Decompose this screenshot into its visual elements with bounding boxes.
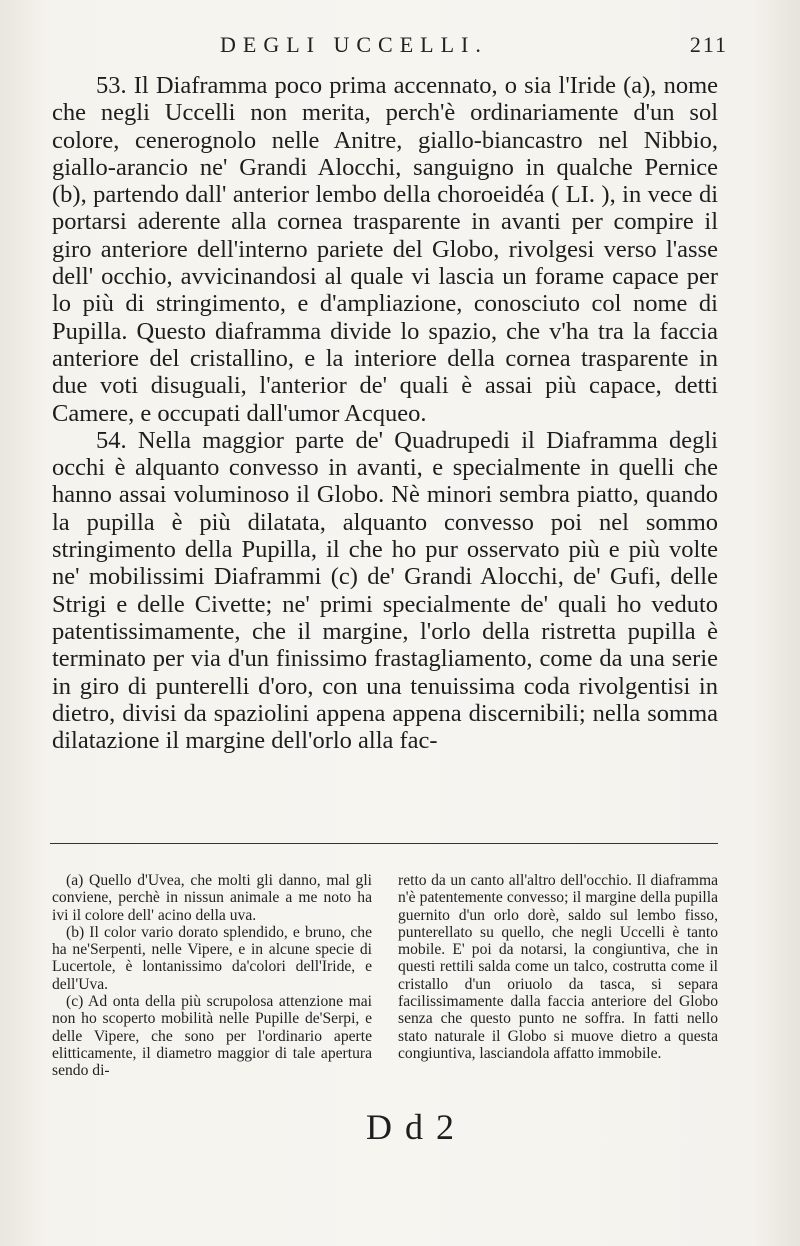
paragraph-53: 53. Il Diaframma poco prima accennato, o sia l'Iride (a), nome che negli Uccelli non merita, perch'è ordinariamente d'un sol colore, cenerognolo nelle Anitre, giallo-biancastro nel Nibbio, giallo-arancio ne' Grandi Alocchi, sanguigno in qualche Pernice (b), partendo dall' anterior lembo della choroeidéa ( LI. ), in vece di portarsi aderente alla cornea trasparente in avanti per compire il giro anteriore dell'interno pariete del Globo, rivolgesi verso l'asse dell' occhio, avvicinandosi al quale vi lascia un forame capace per lo più di stringimento, e d'ampliazione, conosciuto col nome di Pupilla. Questo diaframma divide lo spazio, che v'ha tra la faccia anteriore del cristallino, e la interiore della cornea trasparente in due voti disuguali, l'anterior de' quali è assai più capace, detti Camere, e occupati dall'umor Acqueo. [52, 72, 718, 427]
footnote-b: (b) Il color vario dorato splendido, e bruno, che ha ne'Serpenti, nelle Vipere, e in alcune specie di Lucertole, è lontanissimo da'colori dell'Iride, e dell'Uva. [52, 923, 372, 993]
footnote-column-left [52, 872, 372, 1080]
footnote-a: (a) Quello d'Uvea, che molti gli danno, mal gli conviene, perchè in nissun animale a me noto ha ivi il colore dell' acino della uva. [52, 872, 372, 924]
signature-mark: D d 2 [366, 1107, 456, 1147]
paragraph-54: 54. Nella maggior parte de' Quadrupedi il Diaframma degli occhi è alquanto convesso in avanti, e specialmente in quelli che hanno assai voluminoso il Globo. Nè minori sembra piatto, quando la pupilla è più dilatata, alquanto convesso poi nel sommo stringimento della Pupilla, il che ho pur osservato più e più volte ne' mobilissimi Diaframmi (c) de' Grandi Alocchi, de' Gufi, delle Strigi e delle Civette; ne' primi specialmente de' quali ho veduto patentissimamente, che il margine, l'orlo della ristretta pupilla è terminato per via d'un finissimo frastagliamento, come da una serie in giro di punterelli d'oro, con una tenuissima coda rivolgentisi in dietro, divisi da spaziolini appena appena discernibili; nella somma dilatazione il margine dell'orlo alla fac- [52, 426, 718, 755]
footnote-rule [50, 843, 718, 844]
footnote-c-continued: retto da un canto all'altro dell'occhio. Il diaframma n'è patentemente convesso; il margine della pupilla guernito d'un orlo dorè, saldo sul lembo fisso, punterellato su quello, che negli Uccelli è tanto mobile. E' poi da notarsi, la congiuntiva, che in questi rettili salda come un talco, costrutta come il cristallo d'un oriuolo da tasca, si separa facilissimamente dalla faccia anteriore del Globo senza che questo punto ne soffra. In fatti nello stato naturale il Globo si muove dietro a questa congiuntiva, lasciandola affatto immobile. [398, 872, 718, 1062]
page-header [50, 32, 728, 62]
running-head: DEGLI UCCELLI. [220, 32, 488, 57]
footnote-column-right [398, 872, 718, 1062]
page-number: 211 [689, 32, 728, 57]
footnotes [52, 872, 718, 1112]
footnote-c: (c) Ad onta della più scrupolosa attenzione mai non ho scoperto mobilità nelle Pupille de'Serpi, e delle Vipere, che sono per l'ordinario aperte elitticamente, il diametro maggior di tale apertura sendo di- [52, 993, 372, 1080]
main-text [52, 72, 718, 754]
